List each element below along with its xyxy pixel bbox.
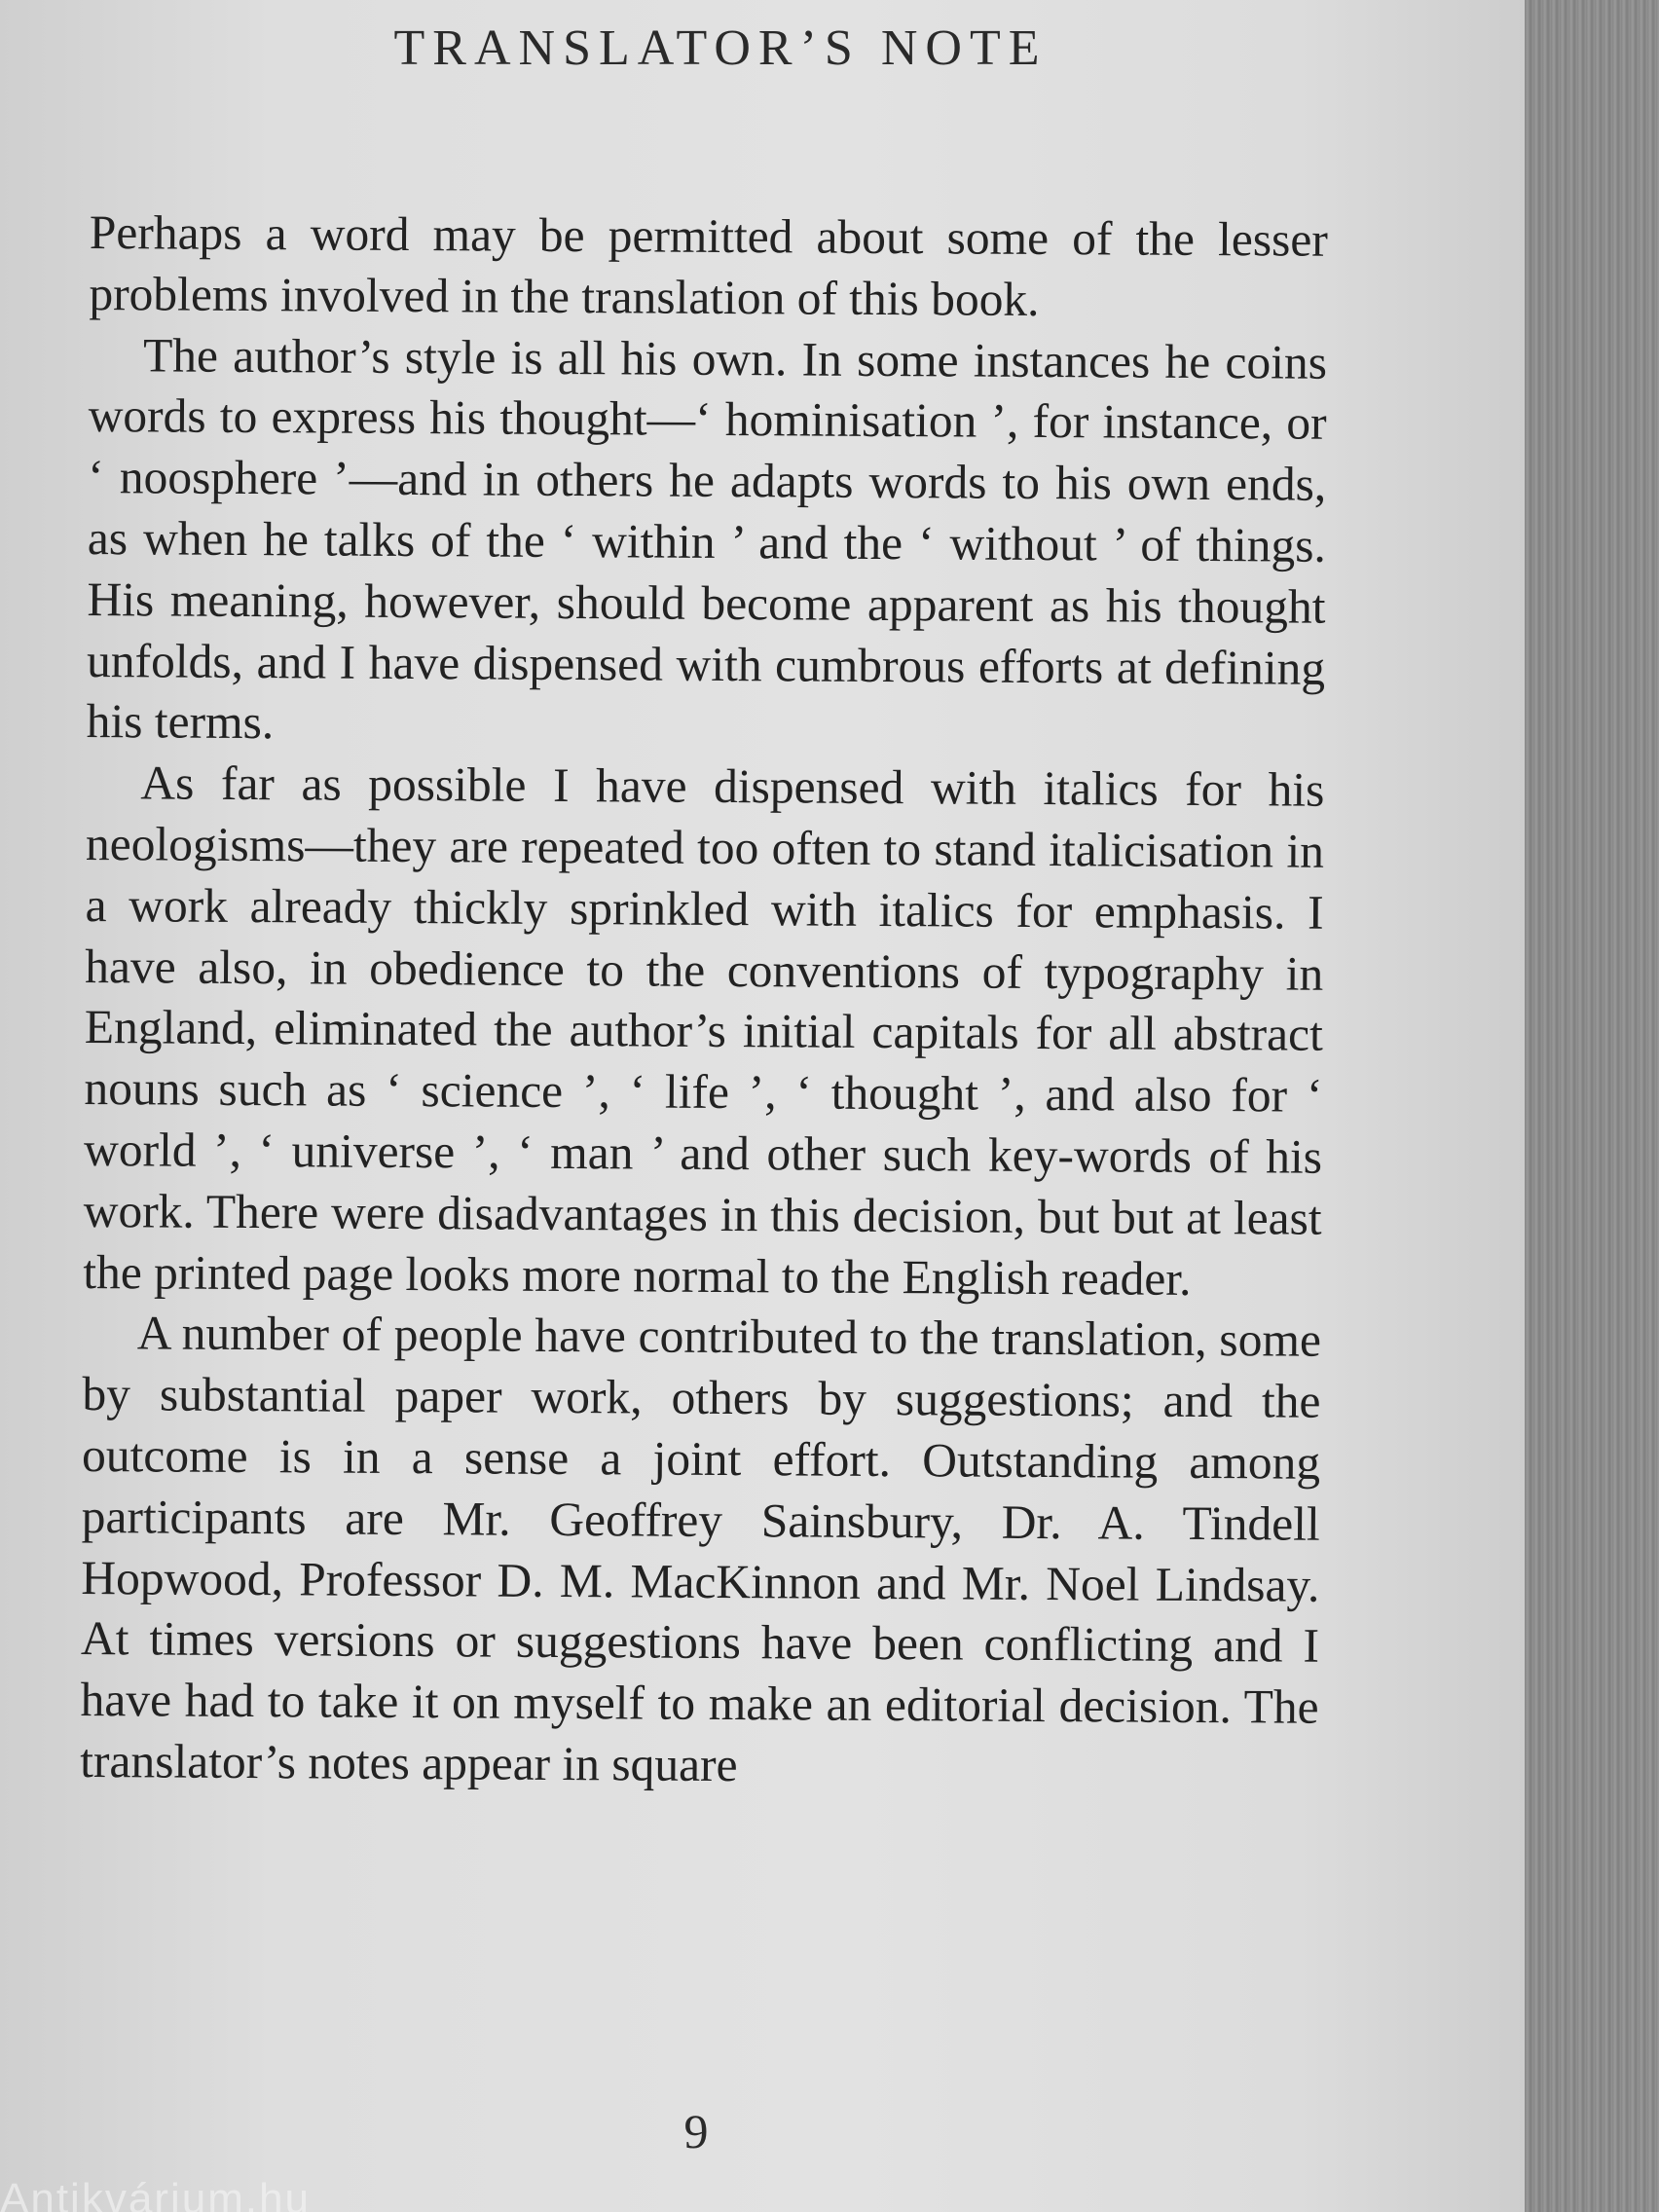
page-title: TRANSLATOR’S NOTE — [393, 20, 1048, 76]
paragraph-4: A number of people have contributed to the translation, some by substantial paper work, others by suggestions; and the outcome is in a sense a joint effort. Outstanding among participants are Mr. Geoffrey Sainsbury, Dr. A. Tindell Hopwood, Professor D. M. MacKinnon and Mr. Noel Lindsay. At times versions or suggestions have been conflicting and I have had to take it on myself to make an editorial decision. The translator’s notes appear in square — [80, 1306, 1322, 1792]
body-text — [80, 203, 1328, 1799]
paragraph-1: Perhaps a word may be permitted about some of the lesser problems involved in the translation of this book. — [89, 204, 1328, 326]
paragraph-3: As far as possible I have dispensed with italics for his neologisms—they are repeated too often to stand italicisation in a work already thickly sprinkled with italics for emphasis. I have also, in obedience to the conventions of typography in England, eliminated the author’s initial capitals for all abstract nouns such as ‘ science ’, ‘ life ’, ‘ thought ’, and also for ‘ world ’, ‘ universe ’, ‘ man ’ and other such key-words of his work. There were disadvantages in this decision, but but at least the printed page looks more normal to the English reader. — [83, 756, 1325, 1306]
watermark-text: Antikvárium.hu — [0, 2175, 312, 2212]
paragraph-2: The author’s style is all his own. In some instances he coins words to express his thought—‘ hominisation ’, for instance, or ‘ noosphere ’—and in others he adapts words to his own ends, as when he talks of the ‘ within ’ and the ‘ without ’ of things. His meaning, however, should become apparent as his thought unfolds, and I have dispensed with cumbrous efforts at defining his terms. — [86, 327, 1328, 750]
book-gutter — [1525, 0, 1659, 2212]
page-number: 9 — [683, 2104, 709, 2158]
